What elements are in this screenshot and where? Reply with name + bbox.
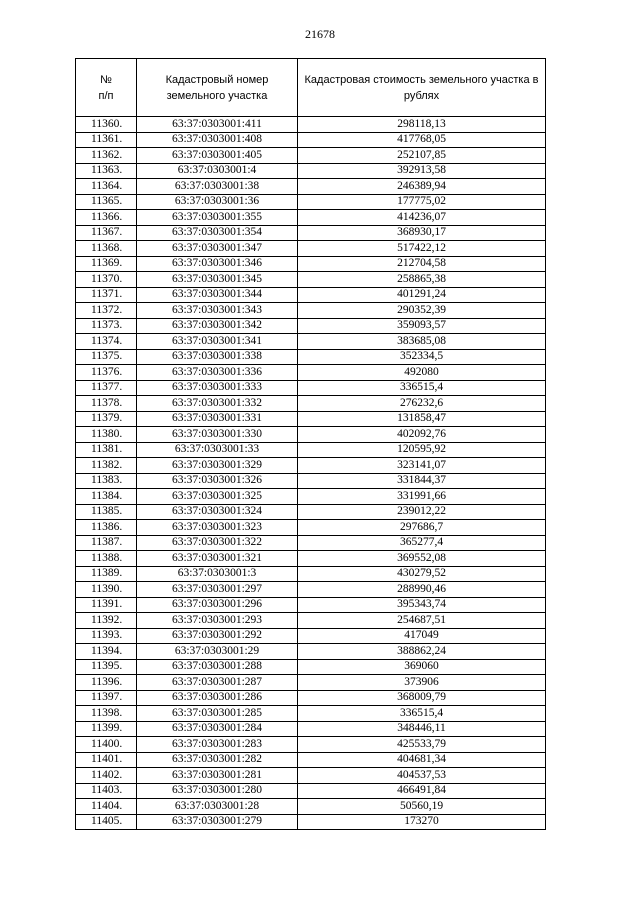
table-row (76, 365, 546, 381)
cadastral-number: 63:37:0303001:4 (137, 163, 298, 179)
cadastral-value: 417049 (298, 628, 546, 644)
page-number: 21678 (305, 27, 335, 41)
cadastral-number: 63:37:0303001:330 (137, 427, 298, 443)
header-cadastral-number: Кадастровый номер земельного участка (137, 59, 298, 117)
cadastral-number: 63:37:0303001:36 (137, 194, 298, 210)
cadastral-number: 63:37:0303001:354 (137, 225, 298, 241)
cadastral-number: 63:37:0303001:286 (137, 690, 298, 706)
row-number: 11400. (76, 737, 137, 753)
table-row (76, 148, 546, 164)
cadastral-value: 417768,05 (298, 132, 546, 148)
row-number: 11383. (76, 473, 137, 489)
cadastral-value: 258865,38 (298, 272, 546, 288)
row-number: 11403. (76, 783, 137, 799)
cadastral-number: 63:37:0303001:355 (137, 210, 298, 226)
table-row (76, 349, 546, 365)
cadastral-value: 323141,07 (298, 458, 546, 474)
cadastral-number: 63:37:0303001:324 (137, 504, 298, 520)
cadastral-number: 63:37:0303001:281 (137, 768, 298, 784)
cadastral-value: 383685,08 (298, 334, 546, 350)
row-number: 11365. (76, 194, 137, 210)
cadastral-number: 63:37:0303001:325 (137, 489, 298, 505)
row-number: 11374. (76, 334, 137, 350)
cadastral-value: 401291,24 (298, 287, 546, 303)
row-number: 11366. (76, 210, 137, 226)
table-row (76, 241, 546, 257)
cadastral-number: 63:37:0303001:280 (137, 783, 298, 799)
cadastral-value: 466491,84 (298, 783, 546, 799)
cadastral-number: 63:37:0303001:342 (137, 318, 298, 334)
row-number: 11361. (76, 132, 137, 148)
cadastral-number: 63:37:0303001:38 (137, 179, 298, 195)
table-row (76, 473, 546, 489)
cadastral-value: 331844,37 (298, 473, 546, 489)
cadastral-number: 63:37:0303001:345 (137, 272, 298, 288)
table-row (76, 706, 546, 722)
row-number: 11373. (76, 318, 137, 334)
row-number: 11376. (76, 365, 137, 381)
cadastral-number: 63:37:0303001:279 (137, 814, 298, 830)
cadastral-value: 388862,24 (298, 644, 546, 660)
row-number: 11390. (76, 582, 137, 598)
table-row (76, 396, 546, 412)
cadastral-number: 63:37:0303001:3 (137, 566, 298, 582)
cadastral-value: 246389,94 (298, 179, 546, 195)
cadastral-value: 395343,74 (298, 597, 546, 613)
cadastral-number: 63:37:0303001:33 (137, 442, 298, 458)
cadastral-number: 63:37:0303001:282 (137, 752, 298, 768)
cadastral-value: 331991,66 (298, 489, 546, 505)
row-number: 11405. (76, 814, 137, 830)
table-body (76, 117, 546, 830)
table-row (76, 303, 546, 319)
row-number: 11382. (76, 458, 137, 474)
cadastral-value: 290352,39 (298, 303, 546, 319)
cadastral-value: 365277,4 (298, 535, 546, 551)
cadastral-value: 254687,51 (298, 613, 546, 629)
row-number: 11392. (76, 613, 137, 629)
cadastral-value: 369060 (298, 659, 546, 675)
table-row (76, 799, 546, 815)
cadastral-number: 63:37:0303001:28 (137, 799, 298, 815)
cadastral-number: 63:37:0303001:287 (137, 675, 298, 691)
row-number: 11397. (76, 690, 137, 706)
cadastral-number: 63:37:0303001:29 (137, 644, 298, 660)
cadastral-value: 120595,92 (298, 442, 546, 458)
row-number: 11363. (76, 163, 137, 179)
cadastral-number: 63:37:0303001:405 (137, 148, 298, 164)
row-number: 11364. (76, 179, 137, 195)
row-number: 11386. (76, 520, 137, 536)
table-row (76, 318, 546, 334)
cadastral-value: 404681,34 (298, 752, 546, 768)
row-number: 11402. (76, 768, 137, 784)
row-number: 11377. (76, 380, 137, 396)
row-number: 11401. (76, 752, 137, 768)
table-row (76, 179, 546, 195)
table-row (76, 690, 546, 706)
table-row (76, 225, 546, 241)
row-number: 11385. (76, 504, 137, 520)
cadastral-number: 63:37:0303001:347 (137, 241, 298, 257)
cadastral-number: 63:37:0303001:297 (137, 582, 298, 598)
cadastral-value: 414236,07 (298, 210, 546, 226)
cadastral-table (75, 58, 546, 830)
cadastral-value: 50560,19 (298, 799, 546, 815)
cadastral-value: 368009,79 (298, 690, 546, 706)
cadastral-number: 63:37:0303001:293 (137, 613, 298, 629)
table-row (76, 504, 546, 520)
table-row (76, 566, 546, 582)
cadastral-number: 63:37:0303001:283 (137, 737, 298, 753)
cadastral-value: 368930,17 (298, 225, 546, 241)
row-number: 11398. (76, 706, 137, 722)
row-number: 11379. (76, 411, 137, 427)
row-number: 11367. (76, 225, 137, 241)
cadastral-value: 239012,22 (298, 504, 546, 520)
table-row (76, 210, 546, 226)
header-row-number: № п/п (76, 59, 137, 117)
cadastral-value: 212704,58 (298, 256, 546, 272)
cadastral-number: 63:37:0303001:285 (137, 706, 298, 722)
cadastral-number: 63:37:0303001:346 (137, 256, 298, 272)
cadastral-value: 392913,58 (298, 163, 546, 179)
cadastral-value: 492080 (298, 365, 546, 381)
cadastral-value: 288990,46 (298, 582, 546, 598)
row-number: 11394. (76, 644, 137, 660)
cadastral-value: 369552,08 (298, 551, 546, 567)
cadastral-number: 63:37:0303001:284 (137, 721, 298, 737)
row-number: 11384. (76, 489, 137, 505)
table-row (76, 628, 546, 644)
row-number: 11389. (76, 566, 137, 582)
table-row (76, 380, 546, 396)
cadastral-number: 63:37:0303001:288 (137, 659, 298, 675)
cadastral-value: 297686,7 (298, 520, 546, 536)
table-row (76, 597, 546, 613)
cadastral-number: 63:37:0303001:292 (137, 628, 298, 644)
cadastral-value: 336515,4 (298, 706, 546, 722)
row-number: 11380. (76, 427, 137, 443)
cadastral-value: 430279,52 (298, 566, 546, 582)
table-row (76, 489, 546, 505)
row-number: 11387. (76, 535, 137, 551)
table-row (76, 675, 546, 691)
cadastral-value: 517422,12 (298, 241, 546, 257)
cadastral-number: 63:37:0303001:408 (137, 132, 298, 148)
table-row (76, 256, 546, 272)
table-row (76, 551, 546, 567)
row-number: 11404. (76, 799, 137, 815)
cadastral-value: 402092,76 (298, 427, 546, 443)
cadastral-value: 373906 (298, 675, 546, 691)
cadastral-value: 177775,02 (298, 194, 546, 210)
table-row (76, 613, 546, 629)
cadastral-value: 336515,4 (298, 380, 546, 396)
cadastral-number: 63:37:0303001:341 (137, 334, 298, 350)
row-number: 11388. (76, 551, 137, 567)
cadastral-value: 173270 (298, 814, 546, 830)
table-row (76, 411, 546, 427)
table-row (76, 659, 546, 675)
cadastral-number: 63:37:0303001:329 (137, 458, 298, 474)
table-row (76, 535, 546, 551)
cadastral-number: 63:37:0303001:333 (137, 380, 298, 396)
cadastral-number: 63:37:0303001:332 (137, 396, 298, 412)
table-row (76, 458, 546, 474)
table-row (76, 442, 546, 458)
cadastral-number: 63:37:0303001:336 (137, 365, 298, 381)
row-number: 11378. (76, 396, 137, 412)
table-row (76, 752, 546, 768)
cadastral-number: 63:37:0303001:338 (137, 349, 298, 365)
table-row (76, 427, 546, 443)
cadastral-value: 348446,11 (298, 721, 546, 737)
table-row (76, 334, 546, 350)
table-row (76, 721, 546, 737)
table-row (76, 163, 546, 179)
cadastral-number: 63:37:0303001:322 (137, 535, 298, 551)
table-row (76, 737, 546, 753)
table-row (76, 272, 546, 288)
row-number: 11371. (76, 287, 137, 303)
row-number: 11375. (76, 349, 137, 365)
cadastral-value: 404537,53 (298, 768, 546, 784)
cadastral-number: 63:37:0303001:344 (137, 287, 298, 303)
cadastral-number: 63:37:0303001:411 (137, 117, 298, 133)
table-row (76, 644, 546, 660)
row-number: 11368. (76, 241, 137, 257)
row-number: 11381. (76, 442, 137, 458)
cadastral-value: 352334,5 (298, 349, 546, 365)
row-number: 11362. (76, 148, 137, 164)
table-row (76, 783, 546, 799)
cadastral-value: 131858,47 (298, 411, 546, 427)
table-row (76, 194, 546, 210)
row-number: 11391. (76, 597, 137, 613)
cadastral-number: 63:37:0303001:321 (137, 551, 298, 567)
cadastral-number: 63:37:0303001:296 (137, 597, 298, 613)
cadastral-value: 359093,57 (298, 318, 546, 334)
cadastral-number: 63:37:0303001:331 (137, 411, 298, 427)
table-row (76, 582, 546, 598)
cadastral-value: 252107,85 (298, 148, 546, 164)
row-number: 11396. (76, 675, 137, 691)
table-header-row (76, 59, 546, 117)
table-row (76, 287, 546, 303)
cadastral-number: 63:37:0303001:343 (137, 303, 298, 319)
row-number: 11370. (76, 272, 137, 288)
row-number: 11369. (76, 256, 137, 272)
header-cadastral-value: Кадастровая стоимость земельного участка в рублях (298, 59, 546, 117)
table-row (76, 132, 546, 148)
row-number: 11372. (76, 303, 137, 319)
row-number: 11399. (76, 721, 137, 737)
cadastral-value: 298118,13 (298, 117, 546, 133)
table-row (76, 117, 546, 133)
row-number: 11360. (76, 117, 137, 133)
cadastral-number: 63:37:0303001:323 (137, 520, 298, 536)
table-row (76, 768, 546, 784)
table-row (76, 520, 546, 536)
cadastral-value: 276232,6 (298, 396, 546, 412)
cadastral-value: 425533,79 (298, 737, 546, 753)
row-number: 11393. (76, 628, 137, 644)
row-number: 11395. (76, 659, 137, 675)
cadastral-number: 63:37:0303001:326 (137, 473, 298, 489)
table-row (76, 814, 546, 830)
